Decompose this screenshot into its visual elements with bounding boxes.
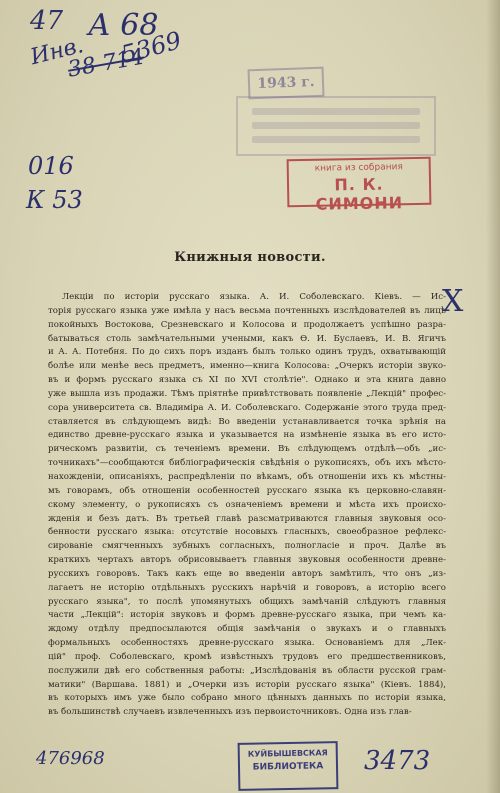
- article-line: сированіе смягченныхъ зубныхъ согласныхъ, полногласіе и проч. Далѣе въ: [48, 541, 446, 552]
- article-line: матики" (Варшава. 1881) и „Очерки изъ исторіи русскаго языка" (Кіевъ. 1884),: [48, 679, 446, 690]
- article-line: въ и формъ русскаго языка съ XI по XVI столѣтіе". Однако и эта книга давно: [48, 375, 446, 386]
- article-line: въ большинствѣ случаевъ извлеченныхъ изъ первоисточниковъ. Одна изъ глав-: [48, 707, 412, 718]
- faded-stamp-line: [252, 108, 420, 115]
- article-line: формальныхъ особенностяхъ древне-русскаго языка. Основаніемъ для „Лек-: [48, 638, 446, 649]
- article-line: лагаетъ не исторію отдѣльныхъ русскихъ нарѣчій и говоровъ, а исторію всего: [48, 582, 446, 593]
- article-line: и А. А. Потебня. По до сихъ поръ изданъ былъ только одинъ трудъ, охватывающій: [48, 347, 446, 358]
- faded-stamp-line: [252, 122, 420, 129]
- provenance-stamp-caption: книга из собрания: [314, 162, 403, 174]
- article-line: единство древне-русскаго языка и указывается на измѣненіе языка въ его исто-: [48, 430, 446, 441]
- handwritten-x-mark: X: [442, 284, 464, 319]
- article-line: краткихъ чертахъ авторъ обрисовываетъ главныя звуковыя особенности древне-: [48, 555, 446, 566]
- article-heading: Книжныя новости.: [174, 250, 326, 265]
- handwritten-shelfmark-line1: 016: [28, 152, 74, 180]
- article-line: батываться столь замѣчательными учеными, какъ Ѳ. И. Буслаевъ, И. В. Ягичъ: [48, 333, 446, 344]
- article-line: русскихъ говоровъ. Такъ какъ еще во введеніи авторъ замѣтилъ, что онъ „из-: [48, 568, 446, 579]
- article-line: Лекціи по исторіи русскаго языка. А. И. Соболевскаго. Кіевъ. — Ис-: [62, 292, 446, 302]
- handwritten-bottom-right-number: 3473: [364, 746, 431, 776]
- article-line: нахожденіи, описаніяхъ, распредѣленіи по вѣкамъ, объ отношеніи ихъ къ мѣстны-: [48, 471, 446, 482]
- article-line: послужили двѣ его собственныя работы: „Изслѣдованія въ области русской грам-: [48, 665, 446, 676]
- article-line: ставляется въ слѣдующемъ видѣ: Во введеніи устанавливается точка зрѣнія на: [48, 416, 446, 427]
- article-body: [48, 291, 446, 720]
- article-line: уже вышла изъ продажи. Тѣмъ пріятнѣе привѣтствовать появленіе „Лекцій" профес-: [48, 388, 446, 399]
- handwritten-bottom-left-number: 476968: [36, 748, 105, 769]
- library-stamp-line1: КУЙБЫШЕВСКАЯ: [247, 748, 328, 759]
- provenance-stamp: [287, 157, 432, 214]
- library-stamp-line2: БИБЛИОТЕКА: [252, 761, 324, 773]
- faded-stamp: [236, 96, 436, 156]
- handwritten-inventory-crossed: 38 714: [66, 44, 147, 83]
- article-line: части „Лекцій": исторія звуковъ и формъ древне-русскаго языка, при чемъ ка-: [48, 610, 446, 621]
- handwritten-shelfmark-line2: К 53: [26, 186, 83, 214]
- handwritten-number-top-left: 47: [30, 6, 64, 36]
- article-line: бенности русскаго языка: отсутствіе носовыхъ гласныхъ, своеобразное рефлекс-: [48, 527, 446, 538]
- article-line: мъ говорамъ, объ отношеніи особенностей русскаго языка къ церковно-славян-: [48, 485, 446, 496]
- article-line: сора университета св. Владиміра А. И. Соболевскаго. Содержаніе этого труда пред-: [48, 402, 446, 413]
- handwritten-inventory-label: Инв.: [28, 33, 86, 71]
- year-stamp: 1943 г.: [247, 67, 324, 100]
- article-line: торія русскаго языка уже имѣла у насъ весьма почтенныхъ изслѣдователей въ лицѣ: [48, 305, 446, 316]
- article-line: болѣе или менѣе весь предметъ, именно—книга Колосова: „Очеркъ исторіи звуко-: [48, 361, 446, 372]
- handwritten-inventory-number: 5369: [118, 26, 185, 70]
- faded-stamp-line: [252, 136, 420, 143]
- article-line: рическомъ развитіи, съ теченіемъ времени. Въ слѣдующемъ отдѣлѣ—объ „ис-: [48, 444, 446, 455]
- article-line: русскаго языка", то послѣ упомянутыхъ общихъ замѣчаній слѣдуютъ главныя: [48, 596, 446, 607]
- library-stamp: [238, 741, 339, 791]
- article-line: точникахъ"—сообщаются библіографическія свѣдѣнія о рукописяхъ, объ ихъ мѣсто-: [48, 458, 446, 469]
- handwritten-number-top: А 68: [88, 8, 159, 43]
- article-line: покойныхъ Востокова, Срезневскаго и Колосова и продолжаетъ успѣшно разра-: [48, 319, 446, 330]
- article-line: въ которыхъ имъ уже было собрано много цѣнныхъ данныхъ по исторіи языка,: [48, 693, 446, 704]
- provenance-stamp-name: П. К. СИМОНИ: [315, 174, 404, 214]
- article-line: жденія и безъ датъ. Въ третьей главѣ разсматриваются главныя звуковыя осо-: [48, 513, 446, 524]
- article-line: ждому отдѣлу предпосылаются общія замѣчанія о звукахъ и о главныхъ: [48, 624, 446, 635]
- article-line: скому элементу, о рукописяхъ съ означеніемъ времени и мѣста ихъ происхо-: [48, 499, 446, 510]
- page-edge-shadow: [486, 0, 500, 793]
- article-line: цій" проф. Соболевскаго, кромѣ извѣстныхъ трудовъ его предшественниковъ,: [48, 651, 446, 662]
